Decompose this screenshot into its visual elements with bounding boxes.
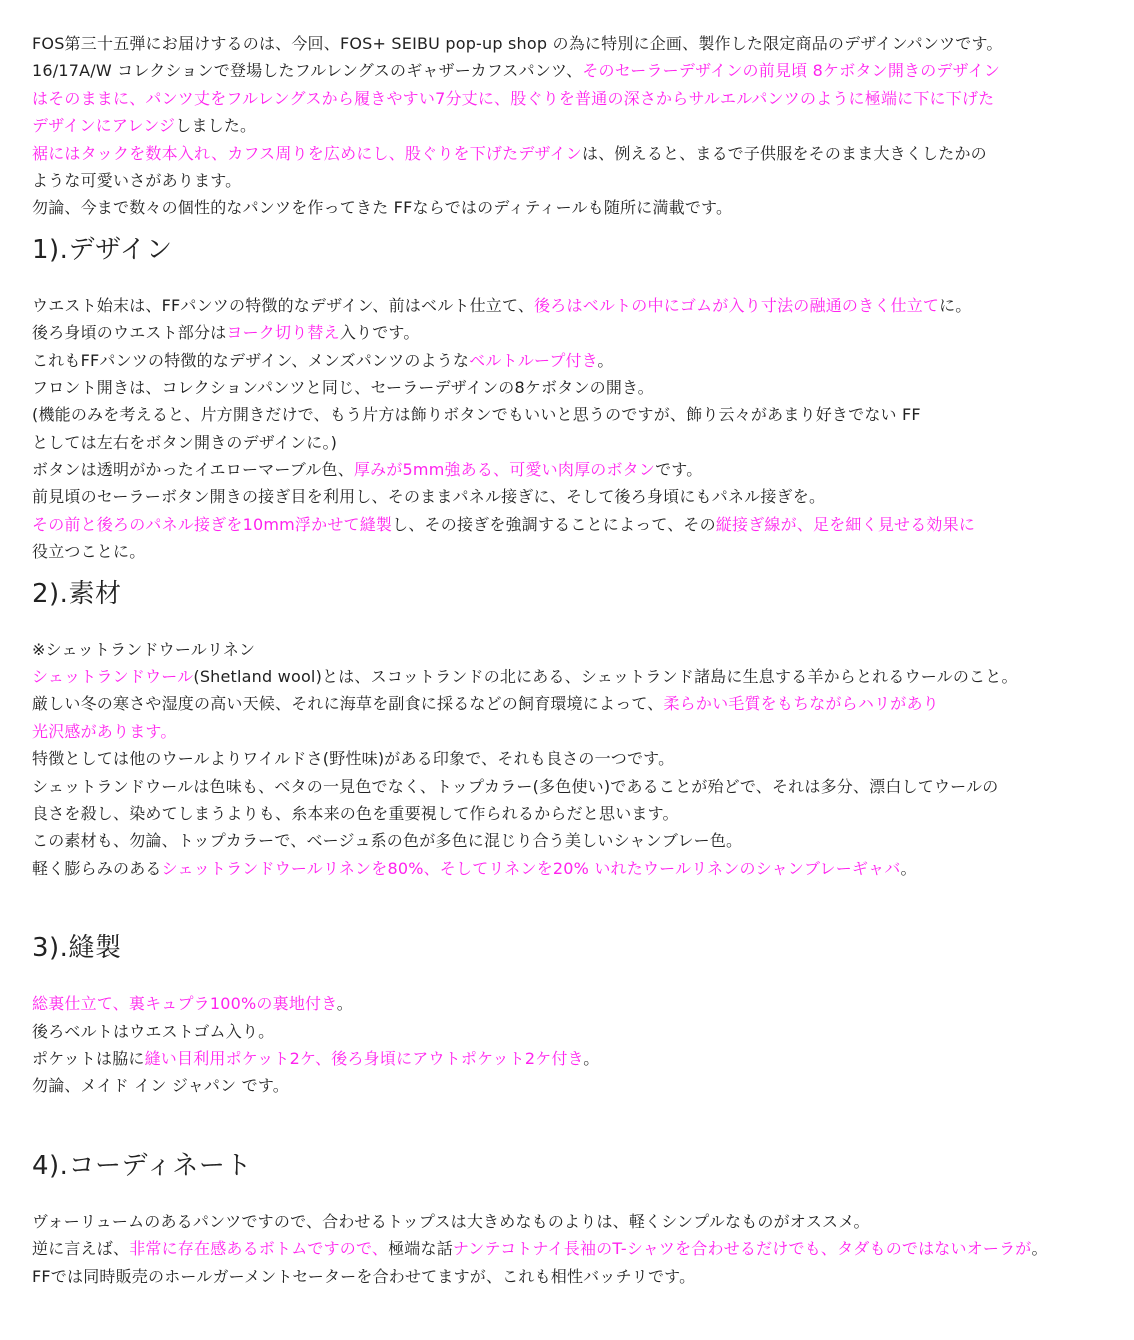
design-text: 役立つことに。 (32, 542, 146, 562)
material-highlight: シェットランドウールリネンを80%、そしてリネンを20% いれたウールリネンのシャンブレーギャバ (161, 858, 901, 878)
intro-line-3 (32, 85, 1132, 112)
material-text: この素材も、勿論、トップカラーで、ベージュ系の色が多色に混じり合う美しいシャンブレー色。 (32, 831, 743, 851)
design-text: 後ろ身頃のウエスト部分は (32, 323, 227, 343)
design-line-4 (32, 374, 1132, 401)
sewing-highlight: 縫い目利用ポケット2ケ、後ろ身頃にアウトポケット2ケ付き (144, 1048, 584, 1068)
material-highlight: 光沢感があります。 (32, 721, 177, 741)
material-line-6 (32, 773, 1132, 800)
coordinate-line-3 (32, 1263, 1132, 1290)
design-highlight: 縦接ぎ線が、足を細く見せる効果に (715, 514, 976, 534)
material-text: シェットランドウールは色味も、ベタの一見色でなく、トップカラー(多色使い)であることが殆どで、それは多分、漂白してウールの (32, 776, 999, 796)
material-text: 厳しい冬の寒さや湿度の高い天候、それに海草を副食に採るなどの飼育環境によって、 (32, 694, 664, 714)
material-highlight: 柔らかい毛質をもちながらハリがあり (663, 694, 939, 714)
design-line-9 (32, 511, 1132, 538)
coordinate-highlight: 非常に存在感あるボトムですので、 (129, 1239, 389, 1259)
design-line-3 (32, 347, 1132, 374)
material-line-4 (32, 718, 1132, 745)
intro-line-5 (32, 140, 1132, 167)
material-text: 軽く膨らみのある (32, 858, 162, 878)
design-line-2 (32, 319, 1132, 346)
design-text: 前見頃のセーラーボタン開きの接ぎ目を利用し、そのままパネル接ぎに、そして後ろ身頃にもパネル接ぎを。 (32, 487, 826, 507)
sewing-highlight: 総裏仕立て、裏キュプラ100%の裏地付き (32, 994, 337, 1014)
design-line-1 (32, 292, 1132, 319)
coordinate-text: ヴォーリュームのあるパンツですので、合わせるトップスは大きめなものよりは、軽くシンプルなものがオススメ。 (32, 1211, 870, 1231)
intro-text: 勿論、今まで数々の個性的なパンツを作ってきた FFならではのディティールも随所に満載です。 (32, 198, 733, 218)
material-heading: 2).素材 (32, 578, 122, 609)
sewing-line-4 (32, 1072, 1132, 1099)
coordinate-section (32, 1150, 1132, 1290)
intro-line-1 (32, 30, 1132, 57)
article-body (32, 30, 1132, 1290)
material-text: (Shetland wool)とは、スコットランドの北にある、シェットランド諸島に生息する羊からとれるウールのこと。 (193, 667, 1018, 687)
intro-text: しました。 (175, 116, 257, 136)
material-highlight: シェットランドウール (32, 667, 194, 687)
sewing-text: 。 (583, 1048, 600, 1068)
intro-text: 16/17A/W コレクションで登場したフルレングスのギャザーカフスパンツ、 (32, 61, 583, 81)
design-text: し、その接ぎを強調することによって、その (392, 514, 716, 534)
sewing-text: ポケットは脇に (32, 1048, 145, 1068)
intro-line-6 (32, 167, 1132, 194)
design-text: これもFFパンツの特徴的なデザイン、メンズパンツのような (32, 350, 470, 370)
design-text: フロント開きは、コレクションパンツと同じ、セーラーデザインの8ケボタンの開き。 (32, 377, 654, 397)
intro-highlight: デザインにアレンジ (32, 116, 176, 136)
design-highlight: 後ろはベルトの中にゴムが入り寸法の融通のきく仕立て (534, 295, 940, 315)
design-text: 入りです。 (339, 323, 420, 343)
material-line-9 (32, 855, 1132, 882)
intro-highlight: 裾にはタックを数本入れ、カフス周りを広めにし、股ぐりを下げたデザイン (32, 143, 583, 163)
sewing-line-3 (32, 1045, 1132, 1072)
design-line-5 (32, 401, 1132, 428)
coordinate-line-1 (32, 1208, 1132, 1235)
design-line-7 (32, 456, 1132, 483)
material-text: 良さを殺し、染めてしまうよりも、糸本来の色を重要視して作られるからだと思います。 (32, 803, 679, 823)
sewing-section (32, 932, 1132, 1100)
sewing-text: 勿論、メイド イン ジャパン です。 (32, 1076, 289, 1096)
design-line-8 (32, 483, 1132, 510)
intro-line-4 (32, 112, 1132, 139)
intro-text: FOS第三十五弾にお届けするのは、今回、FOS+ SEIBU pop-up shop の為に特別に企画、製作した限定商品のデザインパンツです。 (32, 34, 1003, 53)
coordinate-text: 極端な話 (388, 1239, 453, 1259)
intro-highlight: はそのままに、パンツ丈をフルレングスから履きやすい7分丈に、股ぐりを普通の深さからサルエルパンツのように極端に下に下げた (32, 88, 995, 108)
sewing-line-1 (32, 990, 1132, 1017)
sewing-line-2 (32, 1018, 1132, 1045)
design-text: に。 (939, 295, 972, 315)
coordinate-line-2 (32, 1235, 1132, 1262)
design-highlight: その前と後ろのパネル接ぎを10mm浮かせて縫製 (32, 514, 393, 534)
design-text: (機能のみを考えると、片方開きだけで、もう片方は飾りボタンでもいいと思うのですが、飾り云々があまり好きでない FF (32, 405, 921, 425)
material-line-3 (32, 690, 1132, 717)
material-line-8 (32, 827, 1132, 854)
coordinate-highlight: ナンテコトナイ長袖のT-シャツを合わせるだけでも、タダものではないオーラが (452, 1239, 1032, 1259)
design-section (32, 234, 1132, 566)
sewing-heading: 3).縫製 (32, 933, 122, 964)
material-line-1 (32, 636, 1132, 663)
design-heading: 1).デザイン (32, 234, 173, 265)
intro-line-7 (32, 194, 1132, 221)
sewing-text: 。 (336, 994, 353, 1014)
design-text: です。 (655, 460, 703, 480)
design-highlight: 厚みが5mm強ある、可愛い肉厚のボタン (353, 460, 656, 480)
design-text: としては左右をボタン開きのデザインに。) (32, 432, 338, 452)
sewing-text: 後ろベルトはウエストゴム入り。 (32, 1021, 275, 1041)
material-text: ※シェットランドウールリネン (32, 639, 256, 659)
material-text: 特徴としては他のウールよりワイルドさ(野性味)がある印象で、それも良さの一つです。 (32, 749, 675, 769)
design-highlight: ヨーク切り替え (226, 323, 340, 343)
design-text: ボタンは透明がかったイエローマーブル色、 (32, 460, 354, 480)
design-line-6 (32, 429, 1132, 456)
intro-section (32, 30, 1132, 222)
material-line-2 (32, 663, 1132, 690)
design-text: 。 (597, 350, 614, 370)
material-line-7 (32, 800, 1132, 827)
intro-highlight: そのセーラーデザインの前見頃 8ケボタン開きのデザイン (582, 61, 1001, 81)
intro-line-2 (32, 57, 1132, 84)
coordinate-text: FFでは同時販売のホールガーメントセーターを合わせてますが、これも相性バッチリです。 (32, 1266, 696, 1286)
coordinate-heading: 4).コーディネート (32, 1150, 252, 1181)
design-line-10 (32, 538, 1132, 565)
material-text: 。 (900, 858, 917, 878)
intro-text: ような可愛いさがあります。 (32, 170, 242, 190)
material-line-5 (32, 745, 1132, 772)
intro-text: は、例えると、まるで子供服をそのまま大きくしたかの (582, 143, 987, 163)
coordinate-text: 逆に言えば、 (32, 1239, 130, 1259)
design-text: ウエスト始末は、FFパンツの特徴的なデザイン、前はベルト仕立て、 (32, 295, 535, 315)
design-highlight: ベルトループ付き (469, 350, 598, 370)
coordinate-text: 。 (1031, 1239, 1048, 1259)
material-section (32, 578, 1132, 883)
